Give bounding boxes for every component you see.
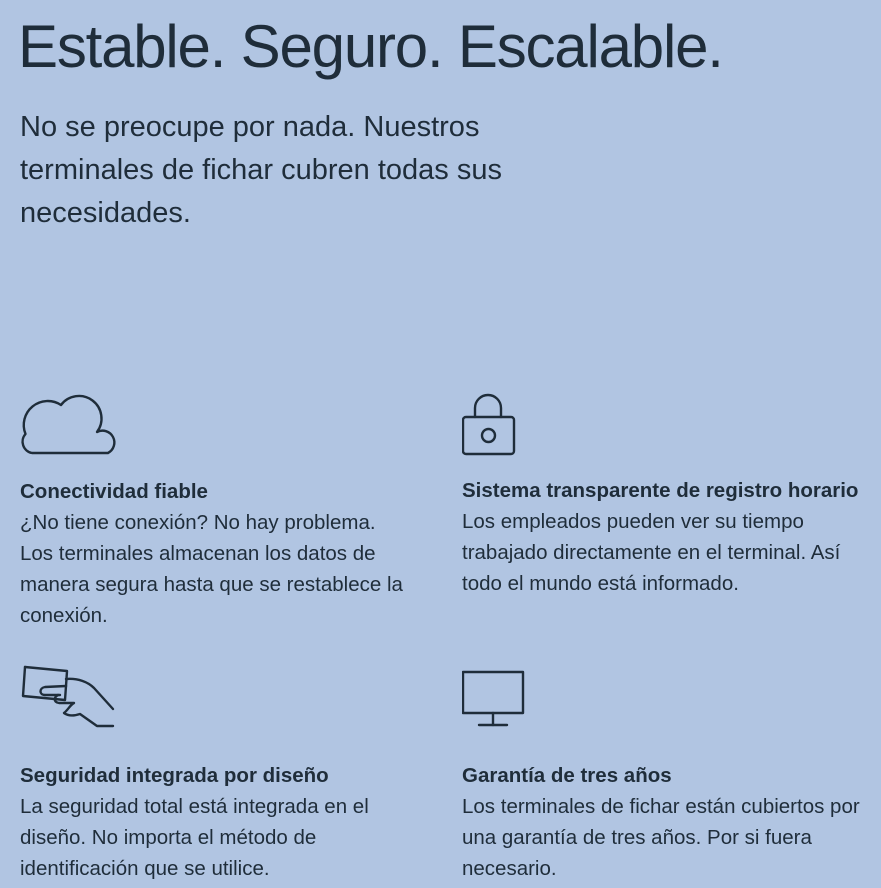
hand-card-icon xyxy=(20,664,120,732)
cloud-icon xyxy=(20,392,120,460)
padlock-icon xyxy=(462,392,562,460)
feature-title: Seguridad integrada por diseño xyxy=(20,764,329,787)
monitor-icon xyxy=(462,664,562,732)
feature-reliable-connectivity xyxy=(20,392,410,631)
feature-title: Conectividad fiable xyxy=(20,480,208,503)
page-headline: Estable. Seguro. Escalable. xyxy=(18,13,723,80)
feature-transparent-time-tracking xyxy=(462,392,867,599)
feature-built-in-security xyxy=(20,664,410,884)
feature-title: Sistema transparente de registro horario xyxy=(462,479,859,502)
feature-three-year-warranty xyxy=(462,664,867,884)
feature-title: Garantía de tres años xyxy=(462,764,672,787)
feature-description: La seguridad total está integrada en el diseño. No importa el método de identificación que se utilice. xyxy=(20,795,369,880)
feature-description: ¿No tiene conexión? No hay problema. Los terminales almacenan los datos de manera segura hasta que se restablece la conexión. xyxy=(20,511,403,627)
feature-description: Los terminales de fichar están cubiertos por una garantía de tres años. Por si fuera necesario. xyxy=(462,795,860,880)
page-subheadline: No se preocupe por nada. Nuestros terminales de fichar cubren todas sus necesidades. xyxy=(20,111,502,229)
feature-description: Los empleados pueden ver su tiempo trabajado directamente en el terminal. Así todo el mundo está informado. xyxy=(462,510,841,595)
